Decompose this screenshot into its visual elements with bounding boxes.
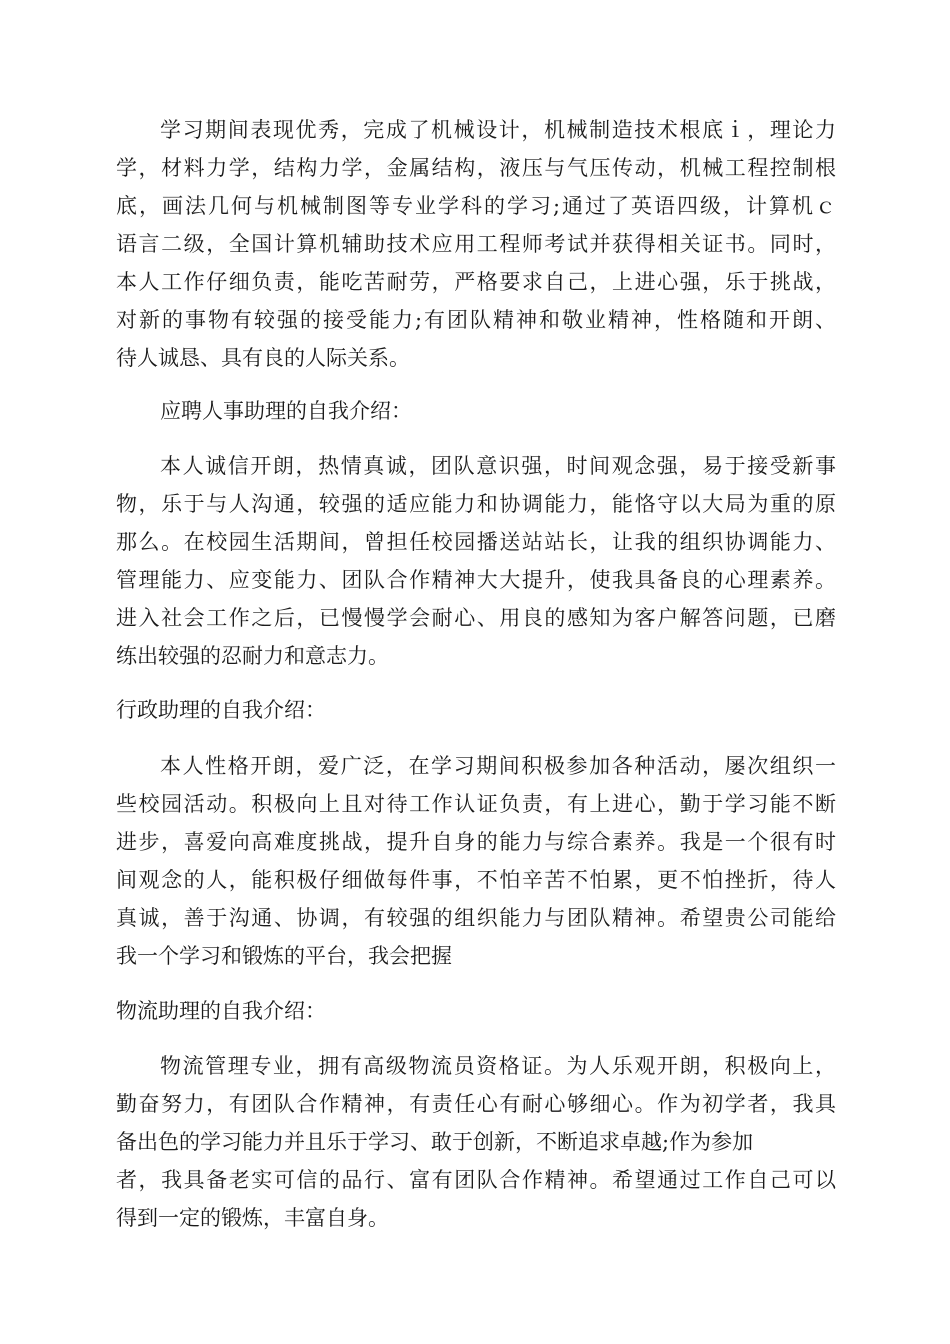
paragraph-line: 本人性格开朗，爱广泛，在学习期间积极参加各种活动，屡次组织一: [160, 754, 836, 778]
paragraph-line: 间观念的人，能积极仔细做每件事，不怕辛苦不怕累，更不怕挫折，待人: [116, 868, 836, 892]
paragraph-line: 物流管理专业，拥有高级物流员资格证。为人乐观开朗，积极向上，: [160, 1054, 836, 1078]
paragraph-line: 本人诚信开朗，热情真诚，团队意识强，时间观念强，易于接受新事: [160, 454, 836, 478]
paragraph-line: 物，乐于与人沟通，较强的适应能力和协调能力，能恪守以大局为重的原: [116, 492, 836, 516]
paragraph-line: 进步，喜爱向高难度挑战，提升自身的能力与综合素养。我是一个很有时: [116, 830, 836, 854]
paragraph-line: 学习期间表现优秀，完成了机械设计，机械制造技术根底ｉ，理论力: [160, 118, 836, 142]
section-heading-hr-assistant: 应聘人事助理的自我介绍：: [160, 399, 412, 423]
paragraph-line: 些校园活动。积极向上且对待工作认证负责，有上进心，勤于学习能不断: [116, 792, 836, 816]
paragraph-line: 练出较强的忍耐力和意志力。: [116, 644, 389, 668]
paragraph-line: 真诚，善于沟通、协调，有较强的组织能力与团队精神。希望贵公司能给: [116, 906, 836, 930]
paragraph-line: 管理能力、应变能力、团队合作精神大大提升，使我具备良的心理素养。: [116, 568, 836, 592]
section-heading-logistics-assistant: 物流助理的自我介绍：: [116, 999, 326, 1023]
paragraph-line: 备出色的学习能力并且乐于学习、敢于创新，不断追求卓越;作为参加: [116, 1130, 754, 1154]
paragraph-line: 进入社会工作之后，已慢慢学会耐心、用良的感知为客户解答问题，已磨: [116, 606, 836, 630]
paragraph-line: 语言二级，全国计算机辅助技术应用工程师考试并获得相关证书。同时，: [116, 232, 836, 256]
paragraph-line: 对新的事物有较强的接受能力;有团队精神和敬业精神，性格随和开朗、: [116, 308, 836, 332]
section-heading-admin-assistant: 行政助理的自我介绍：: [116, 698, 326, 722]
paragraph-line: 那么。在校园生活期间，曾担任校园播送站站长，让我的组织协调能力、: [116, 530, 836, 554]
paragraph-line: 者，我具备老实可信的品行、富有团队合作精神。希望通过工作自己可以: [116, 1168, 836, 1192]
paragraph-line: 学，材料力学，结构力学，金属结构，液压与气压传动，机械工程控制根: [116, 156, 836, 180]
paragraph-line: 勤奋努力，有团队合作精神，有责任心有耐心够细心。作为初学者，我具: [116, 1092, 836, 1116]
paragraph-line: 本人工作仔细负责，能吃苦耐劳，严格要求自己，上进心强，乐于挑战，: [116, 270, 836, 294]
paragraph-line: 待人诚恳、具有良的人际关系。: [116, 346, 410, 370]
paragraph-line: 底，画法几何与机械制图等专业学科的学习;通过了英语四级，计算机ｃ: [116, 194, 836, 218]
paragraph-line: 得到一定的锻炼，丰富自身。: [116, 1206, 389, 1230]
paragraph-line: 我一个学习和锻炼的平台，我会把握: [116, 944, 452, 968]
